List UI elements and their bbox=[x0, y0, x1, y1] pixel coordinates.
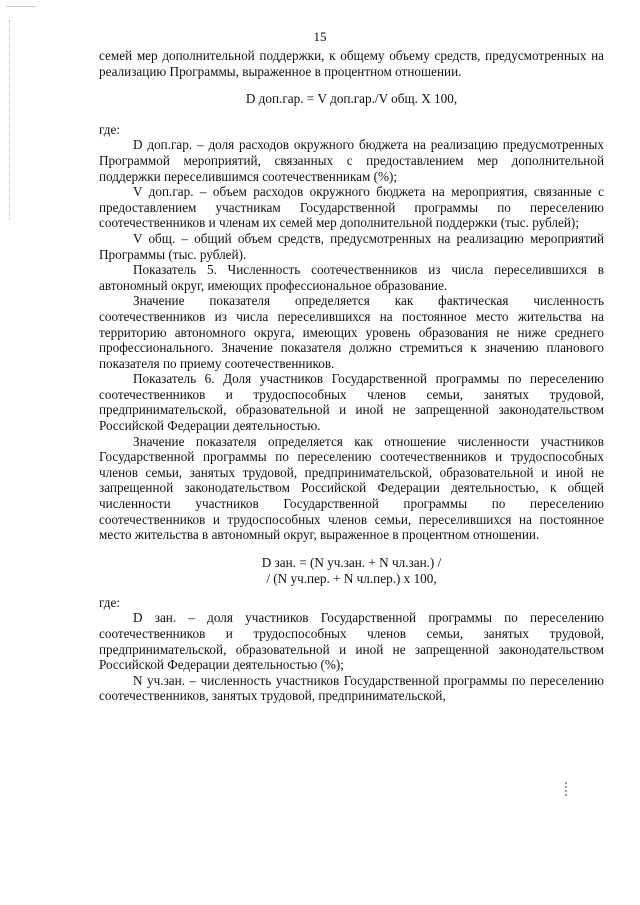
formula-d-dop-gar: D доп.гар. = V доп.гар./V общ. X 100, bbox=[245, 91, 458, 107]
definition-v-obsch: V общ. – общий объем средств, предусмотренных на реализацию мероприятий Программы (тыс. рублей). bbox=[99, 230, 604, 262]
definition-n-uch-zan: N уч.зан. – численность участников Государственной программы по переселению соотечественников, занятых трудовой, предпринимательской, bbox=[99, 672, 604, 704]
where-label-2: где: bbox=[99, 594, 120, 610]
indicator-6-description: Значение показателя определяется как отношение численности участников Государственной программы по переселению соотечественников и трудоспособных членов семьи, занятых трудовой, предпринимательской, образовательной и иной не запрещенной законодательством Российской Федерации деятельностью, к общей численности участников Государственной программы по переселению соотечественников и трудоспособных членов семьи, переселившихся на постоянное место жительства в автономный округ, выраженное в процентном отношении. bbox=[99, 433, 604, 543]
formula-d-zan bbox=[99, 555, 604, 587]
corner-mark bbox=[6, 6, 36, 7]
indicator-6-heading: Показатель 6. Доля участников Государственной программы по переселению соотечественников и трудоспособных членов семьи, занятых трудовой, предпринимательской, образовательной и иной не запрещенной законодательством Российской Федерации деятельностью. bbox=[99, 371, 604, 434]
indicator-5-description: Значение показателя определяется как фактическая численность соотечественников из числа переселившихся на постоянное место жительства на территорию автономного округа, имеющих уровень образования не ниже среднего профессионального. Значение показателя должно стремиться к значению планового показателя по приему соотечественников. bbox=[99, 293, 604, 371]
definition-v-dop-gar: V доп.гар. – объем расходов окружного бюджета на мероприятия, связанные с предоставлением участникам Государственной программы по переселению соотечественников и членам их семей мер дополнительной поддержки (тыс. рублей); bbox=[99, 184, 604, 231]
definition-d-zan: D зан. – доля участников Государственной программы по переселению соотечественников и трудоспособных членов семьи, занятых трудовой, предпринимательской, образовательной и иной не запрещенной законодательством Российской Федерации деятельностью (%); bbox=[99, 610, 604, 673]
margin-dots bbox=[9, 20, 12, 220]
paragraph-continuation: семей мер дополнительной поддержки, к общему объему средств, предусмотренных на реализацию Программы, выраженное в процентном отношении. bbox=[99, 48, 604, 79]
where-label: где: bbox=[99, 121, 120, 137]
definition-d-dop-gar: D доп.гар. – доля расходов окружного бюджета на реализацию предусмотренных Программой мероприятий, связанных с предоставлением мер дополнительной поддержки переселившимся соотечественникам (%); bbox=[99, 137, 604, 184]
scan-speck bbox=[565, 782, 569, 796]
formula-d-zan-line-1: D зан. = (N уч.зан. + N чл.зан.) / bbox=[261, 554, 442, 570]
indicator-5-heading: Показатель 5. Численность соотечественников из числа переселившихся в автономный округ, имеющих профессиональное образование. bbox=[99, 262, 604, 293]
page-number: 15 bbox=[313, 29, 327, 44]
formula-d-zan-line-2: / (N уч.пер. + N чл.пер.) х 100, bbox=[266, 570, 437, 586]
document-body bbox=[99, 48, 604, 704]
